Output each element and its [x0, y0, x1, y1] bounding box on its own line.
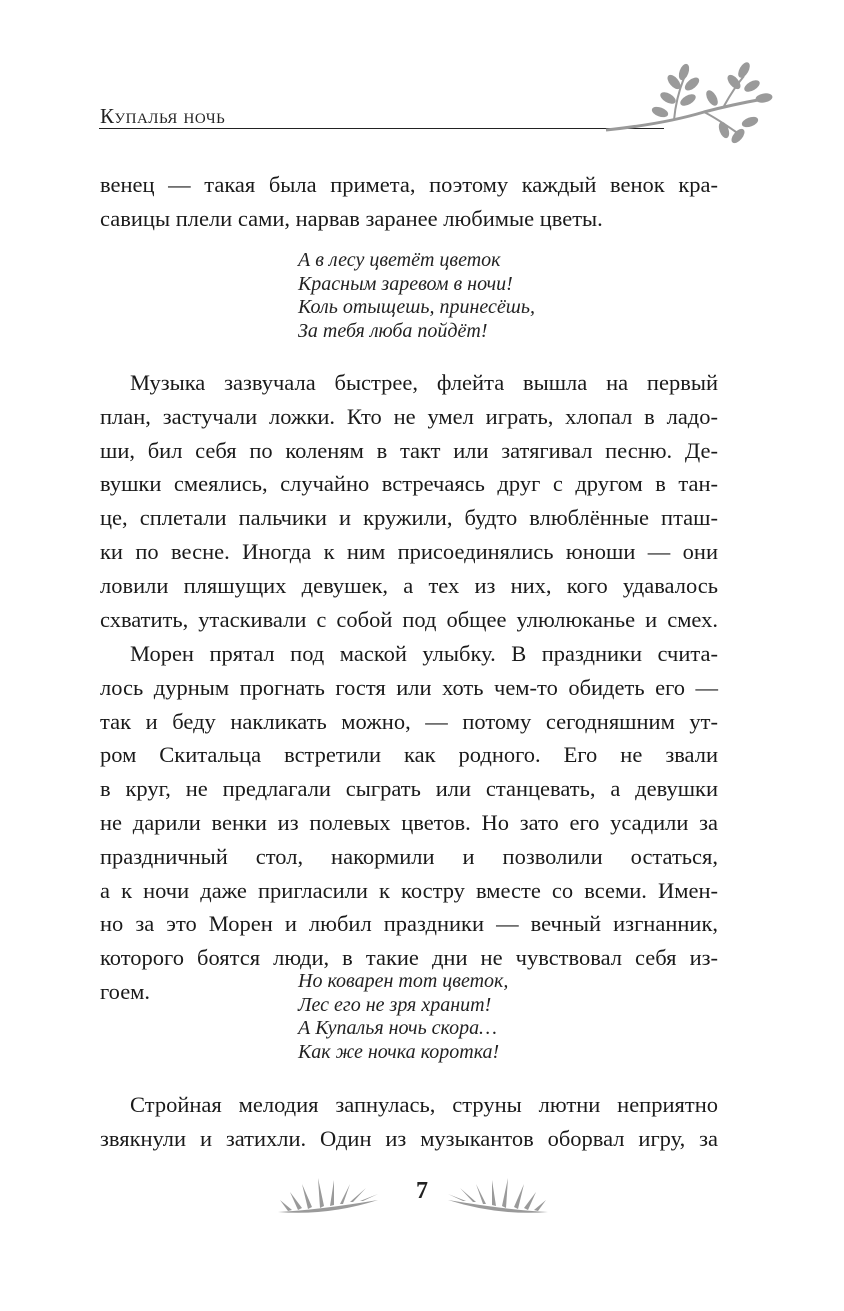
- header-rule: [99, 128, 664, 129]
- text-line: венец — такая была примета, поэтому каждый венок кра-: [100, 172, 718, 197]
- paragraph-3: [100, 637, 718, 1009]
- text-line: ром Скитальца встретили как родного. Его не звали: [100, 742, 718, 768]
- paragraph-1: [100, 168, 718, 236]
- text-line: так и беду накликать можно, — потому сегодняшним ут-: [100, 708, 718, 734]
- text-line: в круг, не предлагали сыграть или станцевать, а девушки: [100, 776, 718, 802]
- paragraph-2: [100, 366, 718, 636]
- text-line: це, сплетали пальчики и кружили, будто влюблённые пташ-: [100, 505, 718, 531]
- text-line: Морен прятал под маской улыбку. В праздники счита-: [130, 641, 718, 666]
- text-line: Музыка зазвучала быстрее, флейта вышла на первый: [130, 370, 718, 395]
- text-line: звякнули и затихли. Один из музыкантов оборвал игру, за: [100, 1125, 718, 1151]
- text-line: а к ночи даже пригласили к костру вместе со всеми. Имен-: [100, 877, 718, 903]
- text-line: гоем.: [100, 978, 151, 1004]
- text-line: план, застучали ложки. Кто не умел играть, хлопал в ладо-: [100, 403, 718, 429]
- verse-line: А Купалья ночь скора…: [298, 1017, 497, 1039]
- text-line: которого боятся люди, в такие дни не чувствовал себя из-: [100, 945, 718, 971]
- text-line: лось дурным прогнать гостя или хоть чем-то обидеть его —: [100, 674, 718, 700]
- page-number: 7: [416, 1178, 428, 1204]
- verse-line: Красным заревом в ночи!: [298, 272, 513, 295]
- text-line: вушки смеялись, случайно встречаясь друг с другом в тан-: [100, 471, 718, 497]
- verse-line: А в лесу цветёт цветок: [298, 249, 501, 271]
- text-line: ловили пляшущих девушек, а тех из них, кого удавалось: [100, 572, 718, 598]
- verse-line: Коль отыщешь, принесёшь,: [298, 296, 535, 318]
- verse-line: За тебя люба пойдёт!: [298, 319, 488, 342]
- running-title: Купалья ночь: [100, 104, 226, 128]
- text-line: Стройная мелодия запнулась, струны лютни неприятно: [130, 1092, 718, 1117]
- verse-2: [298, 970, 508, 1064]
- text-line: праздничный стол, накормили и позволили остаться,: [100, 843, 718, 869]
- text-line: ши, бил себя по коленям в такт или затягивал песню. Де-: [100, 437, 718, 463]
- verse-1: [298, 249, 535, 343]
- text-line: савицы плели сами, нарвав заранее любимые цветы.: [100, 205, 603, 231]
- fern-right-icon: [438, 1170, 558, 1220]
- text-line: не дарили венки из полевых цветов. Но зато его усадили за: [100, 809, 718, 835]
- verse-line: Но коварен тот цветок,: [298, 970, 509, 992]
- text-line: ки по весне. Иногда к ним присоединялись юноши — они: [100, 538, 718, 564]
- verse-line: Как же ночка коротка!: [298, 1040, 500, 1063]
- verse-line: Лес его не зря хранит!: [298, 993, 492, 1016]
- branch-ornament-icon: [604, 58, 774, 158]
- text-line: но за это Морен и любил праздники — вечный изгнанник,: [100, 911, 718, 937]
- paragraph-4: [100, 1088, 718, 1156]
- text-line: схватить, утаскивали с собой под общее улюлюканье и смех.: [100, 606, 718, 632]
